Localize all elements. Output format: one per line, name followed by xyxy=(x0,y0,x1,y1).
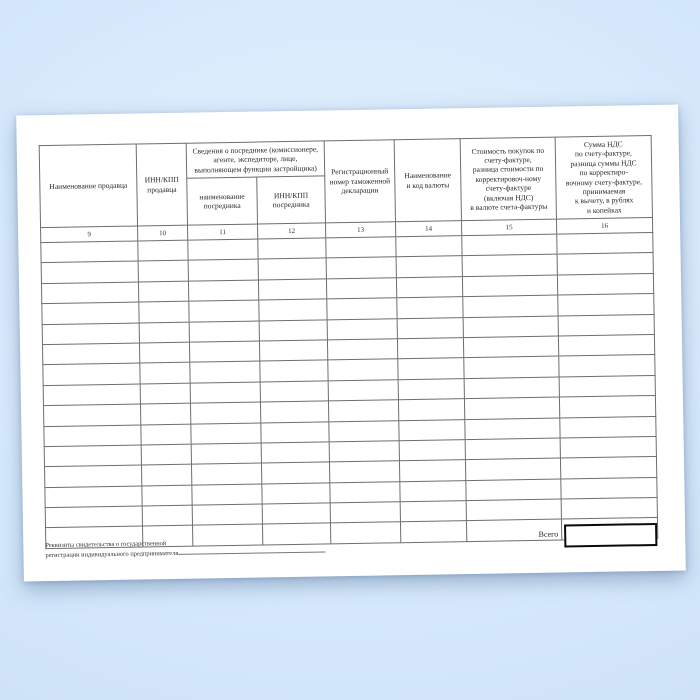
empty-cell xyxy=(141,424,191,445)
empty-cell xyxy=(189,341,259,363)
header-purchase-cost: Стоимость покупок по счету-фактуре, разница стоимости по корректировоч-ному счету-фактуре (включая НДС) в валюте счета-фактуры xyxy=(460,137,556,221)
empty-cell xyxy=(561,498,657,520)
empty-cell xyxy=(396,256,462,277)
column-number-13: 13 xyxy=(326,222,396,238)
empty-cell xyxy=(328,400,398,422)
empty-cell xyxy=(396,276,462,297)
empty-cell xyxy=(190,402,260,424)
empty-cell xyxy=(190,361,260,383)
empty-cell xyxy=(462,254,557,276)
column-number-11: 11 xyxy=(188,224,258,240)
empty-cell xyxy=(398,378,464,399)
empty-cell xyxy=(558,294,654,316)
purchase-book-table xyxy=(39,135,659,549)
empty-cell xyxy=(139,322,189,343)
empty-cell xyxy=(400,501,466,522)
empty-cell xyxy=(465,418,560,440)
registration-note xyxy=(45,536,325,560)
empty-cell xyxy=(561,477,657,499)
empty-cell xyxy=(138,281,188,302)
empty-cell xyxy=(191,463,261,485)
empty-cell xyxy=(560,416,656,438)
empty-cell xyxy=(261,442,329,464)
empty-cell xyxy=(42,302,139,324)
column-number-9: 9 xyxy=(41,226,138,243)
empty-cell xyxy=(464,377,559,399)
empty-cell xyxy=(42,323,139,345)
signature-line xyxy=(178,549,325,554)
empty-cell xyxy=(558,314,654,336)
empty-cell xyxy=(261,421,329,443)
empty-cell xyxy=(189,300,259,322)
empty-cell xyxy=(45,506,142,528)
empty-cell xyxy=(463,336,558,358)
empty-cell xyxy=(260,381,328,403)
empty-cell xyxy=(559,375,655,397)
empty-cell xyxy=(397,297,463,318)
empty-cell xyxy=(261,462,329,484)
empty-cell xyxy=(327,298,397,320)
empty-cell xyxy=(141,464,191,485)
empty-cell xyxy=(262,503,330,525)
empty-cell xyxy=(560,457,656,479)
empty-cell xyxy=(329,441,399,463)
header-intermediary-name: наименование посредника xyxy=(187,177,258,225)
empty-cell xyxy=(398,358,464,379)
empty-cell xyxy=(328,379,398,401)
empty-cell xyxy=(557,253,653,275)
empty-cell xyxy=(329,420,399,442)
empty-cell xyxy=(140,403,190,424)
empty-cell xyxy=(328,359,398,381)
empty-cell xyxy=(560,436,656,458)
empty-cell xyxy=(400,480,466,501)
column-number-15: 15 xyxy=(461,219,556,236)
column-number-12: 12 xyxy=(258,223,326,239)
empty-cell xyxy=(464,397,559,419)
header-seller-inn-kpp: ИНН/КПП продавца xyxy=(136,143,187,226)
empty-cell xyxy=(465,438,560,460)
empty-cell xyxy=(462,234,557,256)
empty-cell xyxy=(330,522,400,544)
empty-cell xyxy=(192,504,262,526)
empty-cell xyxy=(399,419,465,440)
empty-cell xyxy=(41,282,138,304)
empty-cell xyxy=(464,356,559,378)
empty-cell xyxy=(142,505,192,526)
empty-cell xyxy=(140,383,190,404)
document-page xyxy=(16,105,686,582)
empty-cell xyxy=(141,444,191,465)
empty-cell xyxy=(41,241,138,263)
total-box xyxy=(564,523,657,548)
empty-cell xyxy=(192,484,262,506)
empty-cell xyxy=(326,278,396,300)
empty-cell xyxy=(259,299,327,321)
empty-cell xyxy=(559,355,655,377)
empty-cell xyxy=(559,396,655,418)
empty-cell xyxy=(43,404,140,426)
empty-cell xyxy=(44,445,141,467)
empty-cell xyxy=(465,458,560,480)
empty-cell xyxy=(399,460,465,481)
header-seller-name: Наименование продавца xyxy=(39,144,137,228)
total-label: Всего xyxy=(538,529,559,539)
empty-cell xyxy=(557,232,653,254)
empty-cell xyxy=(327,318,397,340)
column-number-16: 16 xyxy=(556,217,652,234)
empty-cell xyxy=(44,425,141,447)
header-customs-declaration: Регистрационный номер таможенной декларации xyxy=(324,140,395,223)
empty-cell xyxy=(139,301,189,322)
empty-cell xyxy=(259,319,327,341)
empty-cell xyxy=(260,401,328,423)
empty-cell xyxy=(45,465,142,487)
empty-cell xyxy=(330,502,400,524)
empty-cell xyxy=(396,236,462,257)
empty-cell xyxy=(43,363,140,385)
empty-cell xyxy=(42,343,139,365)
empty-cell xyxy=(463,316,558,338)
empty-cell xyxy=(466,479,561,501)
empty-cell xyxy=(399,440,465,461)
empty-cell xyxy=(140,363,190,384)
column-number-10: 10 xyxy=(138,225,188,241)
registration-note-line2: регистрации индивидуального предпринимателя xyxy=(45,549,179,559)
empty-cell xyxy=(260,360,328,382)
empty-cell xyxy=(191,423,261,445)
empty-cell xyxy=(138,261,188,282)
empty-cell xyxy=(259,340,327,362)
empty-cell xyxy=(258,258,326,280)
empty-cell xyxy=(45,486,142,508)
registration-note-line1: Реквизиты свидетельства о государственной xyxy=(45,540,167,550)
empty-cell xyxy=(190,382,260,404)
empty-cell xyxy=(43,384,140,406)
empty-cell xyxy=(188,239,258,261)
empty-cell xyxy=(258,279,326,301)
header-intermediary-group: Сведения о посреднике (комиссионере, агенте, экспедиторе, лице, выполняющем функции застройщика) xyxy=(186,141,325,178)
empty-cell xyxy=(466,499,561,521)
empty-cell xyxy=(188,259,258,281)
empty-cell xyxy=(327,339,397,361)
empty-cell xyxy=(397,317,463,338)
empty-cell xyxy=(188,280,258,302)
header-intermediary-inn-kpp: ИНН/КПП посредника xyxy=(257,176,326,224)
empty-cell xyxy=(398,399,464,420)
empty-cell xyxy=(138,240,188,261)
header-vat-amount: Сумма НДС по счету-фактуре, разница суммы НДС по корректиро- вочному счету-фактуре, принимаемая к вычету, в рублях и копейках xyxy=(555,135,652,219)
empty-cell xyxy=(262,483,330,505)
empty-cell xyxy=(41,261,138,283)
empty-cell xyxy=(397,338,463,359)
empty-cell xyxy=(142,485,192,506)
empty-cell xyxy=(557,273,653,295)
header-row-top xyxy=(39,135,651,180)
column-number-14: 14 xyxy=(395,221,461,237)
empty-cell xyxy=(462,275,557,297)
empty-cell xyxy=(191,443,261,465)
empty-cell xyxy=(139,342,189,363)
empty-cell xyxy=(326,237,396,259)
empty-cell xyxy=(258,238,326,260)
empty-cell xyxy=(329,461,399,483)
empty-cell xyxy=(326,257,396,279)
header-currency: Наименование и код валюты xyxy=(394,139,461,222)
empty-cell xyxy=(463,295,558,317)
data-rows xyxy=(41,232,658,548)
empty-cell xyxy=(330,481,400,503)
empty-cell xyxy=(558,334,654,356)
empty-cell xyxy=(189,321,259,343)
